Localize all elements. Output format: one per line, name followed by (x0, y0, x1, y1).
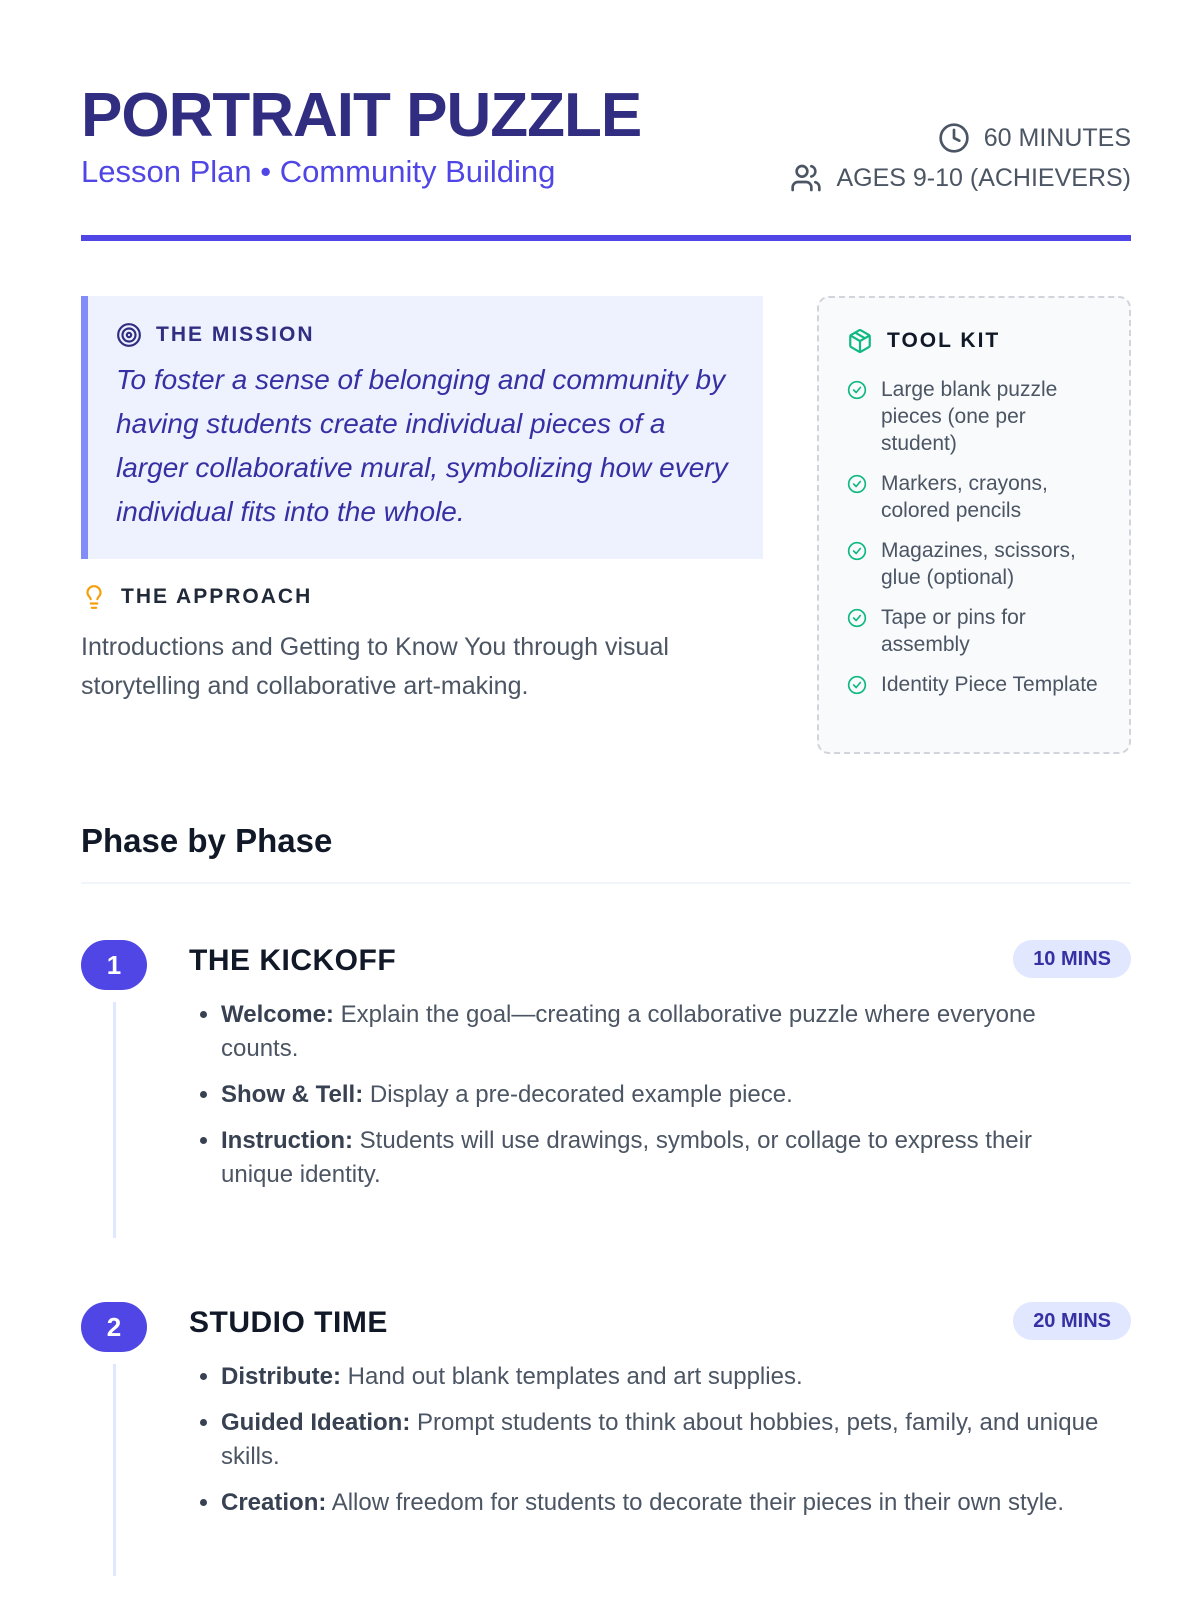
phase-step (221, 1360, 1101, 1394)
duration-text: 60 MINUTES (983, 123, 1131, 152)
header (81, 80, 1131, 240)
phase-title: STUDIO TIME (189, 1306, 388, 1339)
ages-meta (790, 158, 1131, 198)
phase-steps (221, 1360, 1101, 1532)
toolkit-card (817, 296, 1131, 754)
phase-step (221, 998, 1101, 1066)
approach-section (81, 584, 763, 706)
check-circle-icon (847, 380, 867, 400)
target-icon (116, 322, 142, 348)
users-icon (790, 162, 822, 194)
mission-label: THE MISSION (156, 323, 315, 346)
toolkit-item (847, 604, 1105, 658)
phase-title: THE KICKOFF (189, 944, 397, 977)
approach-label: THE APPROACH (121, 585, 313, 608)
lesson-meta (790, 118, 1131, 198)
toolkit-item (847, 376, 1105, 457)
mission-text: To foster a sense of belonging and community by having students create individual pieces of a larger collaborative mural, symbolizing how every individual fits into the whole. (116, 364, 728, 527)
step-text: Prompt students to think about hobbies, pets, family, and unique skills. (221, 1409, 1099, 1470)
phases-divider (81, 882, 1131, 884)
toolkit-item (847, 671, 1105, 698)
step-term: Creation: (221, 1489, 327, 1516)
phase-duration-badge: 10 MINS (1013, 940, 1131, 978)
step-text: Hand out blank templates and art supplies. (341, 1363, 803, 1390)
mission-heading (116, 322, 733, 348)
ages-text: AGES 9-10 (ACHIEVERS) (836, 163, 1131, 192)
toolkit-item (847, 537, 1105, 591)
toolkit-heading (847, 328, 1105, 354)
toolkit-item-text: Identity Piece Template (881, 673, 1098, 696)
duration-meta (790, 118, 1131, 158)
check-circle-icon (847, 541, 867, 561)
phase-number: 2 (81, 1302, 147, 1352)
page-subtitle: Lesson Plan • Community Building (81, 154, 556, 189)
phases-heading: Phase by Phase (81, 822, 333, 859)
phase-step (221, 1406, 1101, 1474)
approach-text: Introductions and Getting to Know You through visual storytelling and collaborative art-making. (81, 633, 669, 700)
page-title: PORTRAIT PUZZLE (81, 81, 642, 150)
step-text: Allow freedom for students to decorate their pieces in their own style. (326, 1489, 1065, 1516)
phase-timeline-line (113, 1364, 116, 1576)
lesson-plan-page (81, 0, 1131, 1600)
phase-number: 1 (81, 940, 147, 990)
toolkit-list (847, 376, 1105, 698)
toolkit-item-text: Markers, crayons, colored pencils (881, 472, 1048, 522)
approach-heading (81, 584, 763, 610)
step-text: Students will use drawings, symbols, or collage to express their unique identity. (221, 1127, 1032, 1188)
phase-step (221, 1486, 1101, 1520)
toolkit-label: TOOL KIT (887, 329, 1001, 352)
step-term: Distribute: (221, 1363, 341, 1390)
check-circle-icon (847, 608, 867, 628)
check-circle-icon (847, 675, 867, 695)
step-term: Show & Tell: (221, 1081, 364, 1108)
step-term: Welcome: (221, 1001, 334, 1028)
lightbulb-icon (81, 584, 107, 610)
toolkit-item-text: Magazines, scissors, glue (optional) (881, 539, 1076, 589)
mission-card (81, 296, 763, 559)
check-circle-icon (847, 474, 867, 494)
phase-steps (221, 998, 1101, 1204)
phase-step (221, 1124, 1101, 1192)
toolkit-item (847, 470, 1105, 524)
toolkit-item-text: Tape or pins for assembly (881, 606, 1026, 656)
phase-duration-badge: 20 MINS (1013, 1302, 1131, 1340)
header-divider (81, 235, 1131, 241)
step-text: Explain the goal—creating a collaborative puzzle where everyone counts. (221, 1001, 1036, 1062)
step-term: Guided Ideation: (221, 1409, 411, 1436)
step-text: Display a pre-decorated example piece. (363, 1081, 793, 1108)
phase-timeline-line (113, 1002, 116, 1238)
step-term: Instruction: (221, 1127, 353, 1154)
package-icon (847, 328, 873, 354)
phase-step (221, 1078, 1101, 1112)
toolkit-item-text: Large blank puzzle pieces (one per student) (881, 378, 1058, 455)
clock-icon (938, 122, 970, 154)
